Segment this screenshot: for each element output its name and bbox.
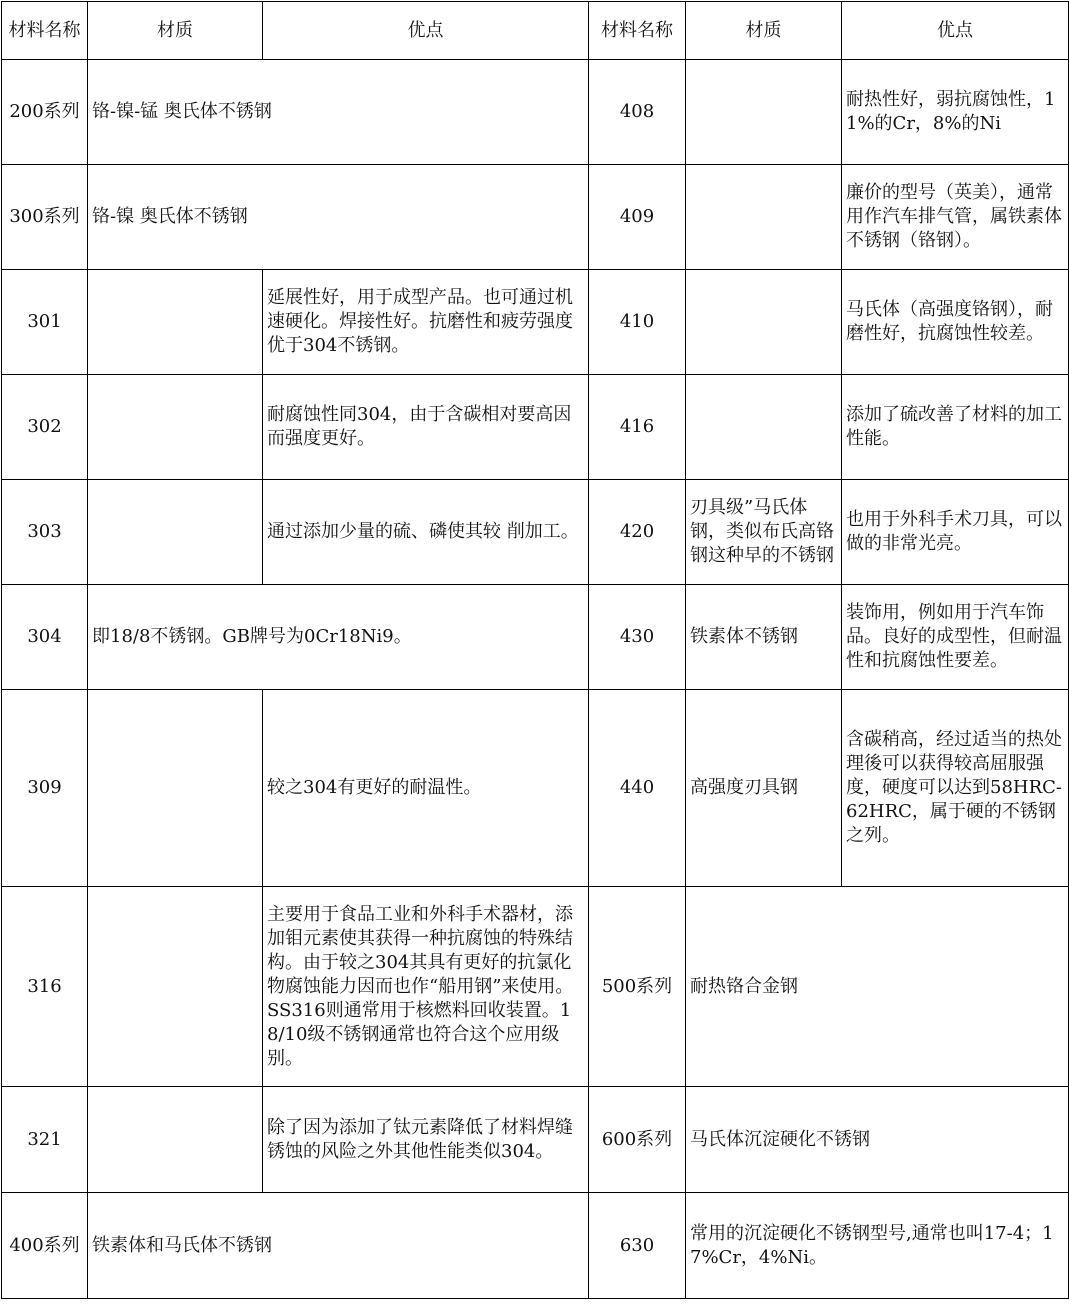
row-name-2: 630 [589, 1193, 686, 1299]
row-material-2 [686, 165, 842, 270]
row-name: 303 [2, 480, 88, 585]
row-name: 304 [2, 585, 88, 690]
row-material [88, 480, 263, 585]
table-row [2, 585, 1069, 690]
table-row [2, 1193, 1069, 1299]
row-material-advantage: 铬-镍-锰 奥氏体不锈钢 [88, 60, 589, 165]
row-advantage-2: 马氏体（高强度铬钢），耐磨性好，抗腐蚀性较差。 [842, 270, 1069, 375]
table-row [2, 375, 1069, 480]
row-name-2: 430 [589, 585, 686, 690]
row-name-2: 416 [589, 375, 686, 480]
row-material [88, 887, 263, 1087]
stainless-steel-table [1, 1, 1069, 1299]
row-name: 301 [2, 270, 88, 375]
table-row [2, 887, 1069, 1087]
row-material-advantage: 即18/8不锈钢。GB牌号为0Cr18Ni9。 [88, 585, 589, 690]
row-material [88, 270, 263, 375]
row-material-2 [686, 375, 842, 480]
table-row [2, 60, 1069, 165]
row-advantage: 主要用于食品工业和外科手术器材，添加钼元素使其获得一种抗腐蚀的特殊结构。由于较之304其具有更好的抗氯化物腐蚀能力因而也作“船用钢”来使用。SS316则通常用于核燃料回收装置。18/10级不锈钢通常也符合这个应用级别。 [263, 887, 589, 1087]
row-advantage-2: 添加了硫改善了材料的加工性能。 [842, 375, 1069, 480]
row-name-2: 409 [589, 165, 686, 270]
row-advantage: 除了因为添加了钛元素降低了材料焊缝锈蚀的风险之外其他性能类似304。 [263, 1087, 589, 1193]
header-name-2: 材料名称 [589, 2, 686, 60]
row-name-2: 600系列 [589, 1087, 686, 1193]
header-material-2: 材质 [686, 2, 842, 60]
row-material [88, 690, 263, 887]
table-row [2, 270, 1069, 375]
row-advantage-2: 耐热性好，弱抗腐蚀性，11%的Cr，8%的Ni [842, 60, 1069, 165]
header-advantage: 优点 [263, 2, 589, 60]
row-name: 300系列 [2, 165, 88, 270]
row-material-advantage-2: 马氏体沉淀硬化不锈钢 [686, 1087, 1069, 1193]
row-name-2: 500系列 [589, 887, 686, 1087]
row-material-2 [686, 270, 842, 375]
header-name: 材料名称 [2, 2, 88, 60]
row-name-2: 408 [589, 60, 686, 165]
row-material [88, 1087, 263, 1193]
row-name: 309 [2, 690, 88, 887]
row-material-advantage: 铬-镍 奥氏体不锈钢 [88, 165, 589, 270]
row-material-2: 铁素体不锈钢 [686, 585, 842, 690]
row-name: 302 [2, 375, 88, 480]
row-material-2: 刃具级”马氏体钢，类似布氏高铬钢这种早的不锈钢 [686, 480, 842, 585]
row-material-advantage: 铁素体和马氏体不锈钢 [88, 1193, 589, 1299]
table-row [2, 165, 1069, 270]
header-row [2, 2, 1069, 60]
row-advantage: 较之304有更好的耐温性。 [263, 690, 589, 887]
row-name-2: 410 [589, 270, 686, 375]
row-name: 400系列 [2, 1193, 88, 1299]
row-advantage-2: 廉价的型号（英美），通常用作汽车排气管，属铁素体不锈钢（铬钢）。 [842, 165, 1069, 270]
row-material-advantage-2: 耐热铬合金钢 [686, 887, 1069, 1087]
table-row [2, 1087, 1069, 1193]
table-row [2, 480, 1069, 585]
row-advantage-2: 含碳稍高，经过适当的热处理後可以获得较高屈服强度，硬度可以达到58HRC-62HRC，属于硬的不锈钢之列。 [842, 690, 1069, 887]
row-material-advantage-2: 常用的沉淀硬化不锈钢型号,通常也叫17-4；17%Cr，4%Ni。 [686, 1193, 1069, 1299]
row-advantage: 通过添加少量的硫、磷使其较 削加工。 [263, 480, 589, 585]
row-material-2: 高强度刃具钢 [686, 690, 842, 887]
row-advantage-2: 也用于外科手术刀具，可以做的非常光亮。 [842, 480, 1069, 585]
table-row [2, 690, 1069, 887]
row-name: 200系列 [2, 60, 88, 165]
row-advantage: 耐腐蚀性同304，由于含碳相对要高因而强度更好。 [263, 375, 589, 480]
row-advantage-2: 装饰用，例如用于汽车饰品。良好的成型性，但耐温性和抗腐蚀性要差。 [842, 585, 1069, 690]
header-advantage-2: 优点 [842, 2, 1069, 60]
row-material [88, 375, 263, 480]
row-name-2: 420 [589, 480, 686, 585]
row-name-2: 440 [589, 690, 686, 887]
row-name: 321 [2, 1087, 88, 1193]
header-material: 材质 [88, 2, 263, 60]
row-material-2 [686, 60, 842, 165]
row-name: 316 [2, 887, 88, 1087]
row-advantage: 延展性好，用于成型产品。也可通过机 速硬化。焊接性好。抗磨性和疲劳强度优于304不锈钢。 [263, 270, 589, 375]
